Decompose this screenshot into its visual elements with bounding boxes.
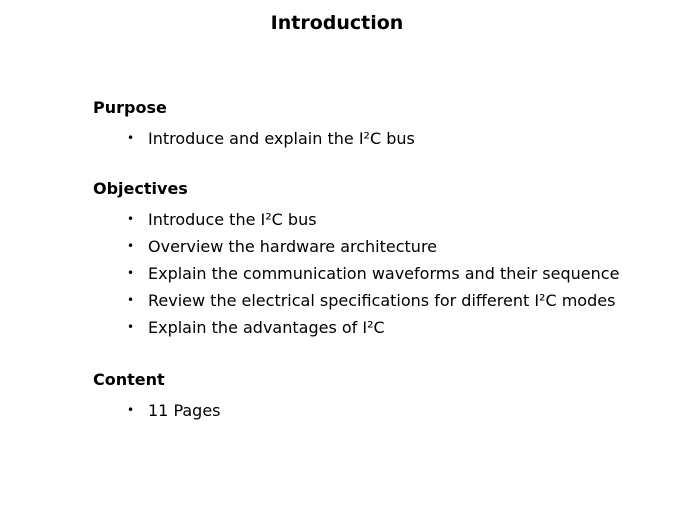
section-heading-objectives: Objectives [93, 179, 188, 198]
bullet-icon: • [127, 239, 135, 253]
list-item-text: Explain the communication waveforms and their sequence [148, 264, 620, 283]
list-item [93, 397, 221, 424]
list-item-text: Overview the hardware architecture [148, 237, 438, 256]
bullet-list-purpose [93, 125, 415, 152]
bullet-icon: • [127, 320, 135, 334]
section-heading-content: Content [93, 370, 165, 389]
bullet-list-objectives [93, 206, 619, 341]
bullet-icon: • [127, 266, 135, 280]
list-item-text: Introduce and explain the I²C bus [148, 129, 415, 148]
bullet-icon: • [127, 403, 135, 417]
list-item [93, 233, 619, 260]
list-item [93, 125, 415, 152]
bullet-icon: • [127, 131, 135, 145]
list-item-text: Review the electrical specifications for different I²C modes [148, 291, 616, 310]
bullet-list-content [93, 397, 221, 424]
list-item [93, 260, 619, 287]
section-heading-purpose: Purpose [93, 98, 167, 117]
list-item-text: 11 Pages [148, 401, 221, 420]
list-item [93, 287, 619, 314]
list-item [93, 314, 619, 341]
list-item-text: Explain the advantages of I²C [148, 318, 385, 337]
section-purpose [93, 98, 415, 152]
bullet-icon: • [127, 293, 135, 307]
section-objectives [93, 179, 619, 341]
list-item-text: Introduce the I²C bus [148, 210, 317, 229]
section-content [93, 370, 221, 424]
slide-title: Introduction [270, 12, 404, 34]
list-item [93, 206, 619, 233]
bullet-icon: • [127, 212, 135, 226]
